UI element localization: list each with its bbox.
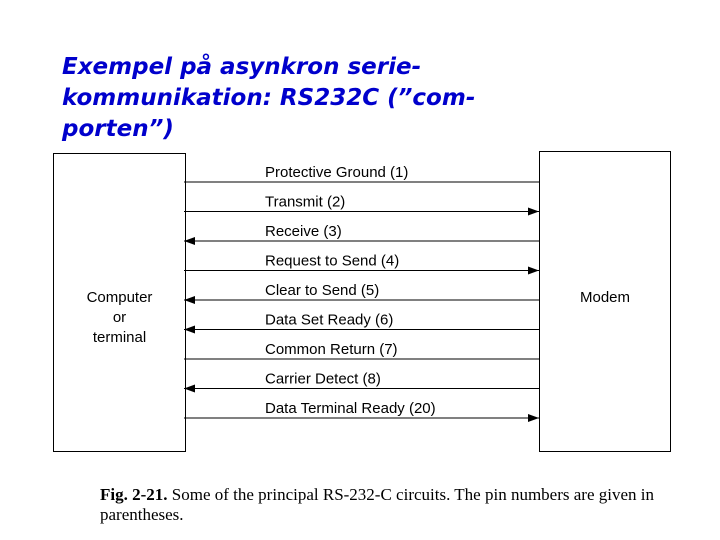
signal-label: Request to Send (4) [265,252,400,270]
signal-arrowhead [528,414,539,422]
modem-label-text: Modem [579,289,631,306]
signal-arrowhead [184,237,195,245]
figure-number: Fig. 2-21. [100,485,168,504]
signal-arrowhead [528,267,539,275]
signal-label: Protective Ground (1) [265,164,409,181]
computer-label-line-1: Computer [86,289,153,306]
signal-arrowhead [184,385,195,393]
computer-label-line-2: or [112,309,127,326]
signal-arrowhead [528,208,539,216]
signal-label: Data Set Ready (6) [265,311,394,329]
slide-title-line-3: porten”) [62,116,174,142]
signal-arrowhead [184,296,195,304]
figure-caption-text: Some of the principal RS-232-C circuits. The pin numbers are given in parentheses. [100,485,654,524]
figure-caption [100,485,660,525]
signal-label: Receive (3) [265,223,342,240]
signal-label: Carrier Detect (8) [265,370,381,388]
signal-label: Transmit (2) [265,193,346,211]
signal-label: Clear to Send (5) [265,282,380,299]
signal-label: Data Terminal Ready (20) [265,400,436,417]
slide-title-line-2: kommunikation: RS232C (”com- [62,85,476,111]
signal-label: Common Return (7) [265,341,398,358]
signal-arrowhead [184,326,195,334]
computer-label-line-3: terminal [92,329,147,346]
slide-title-line-1: Exempel på asynkron serie- [62,54,422,80]
